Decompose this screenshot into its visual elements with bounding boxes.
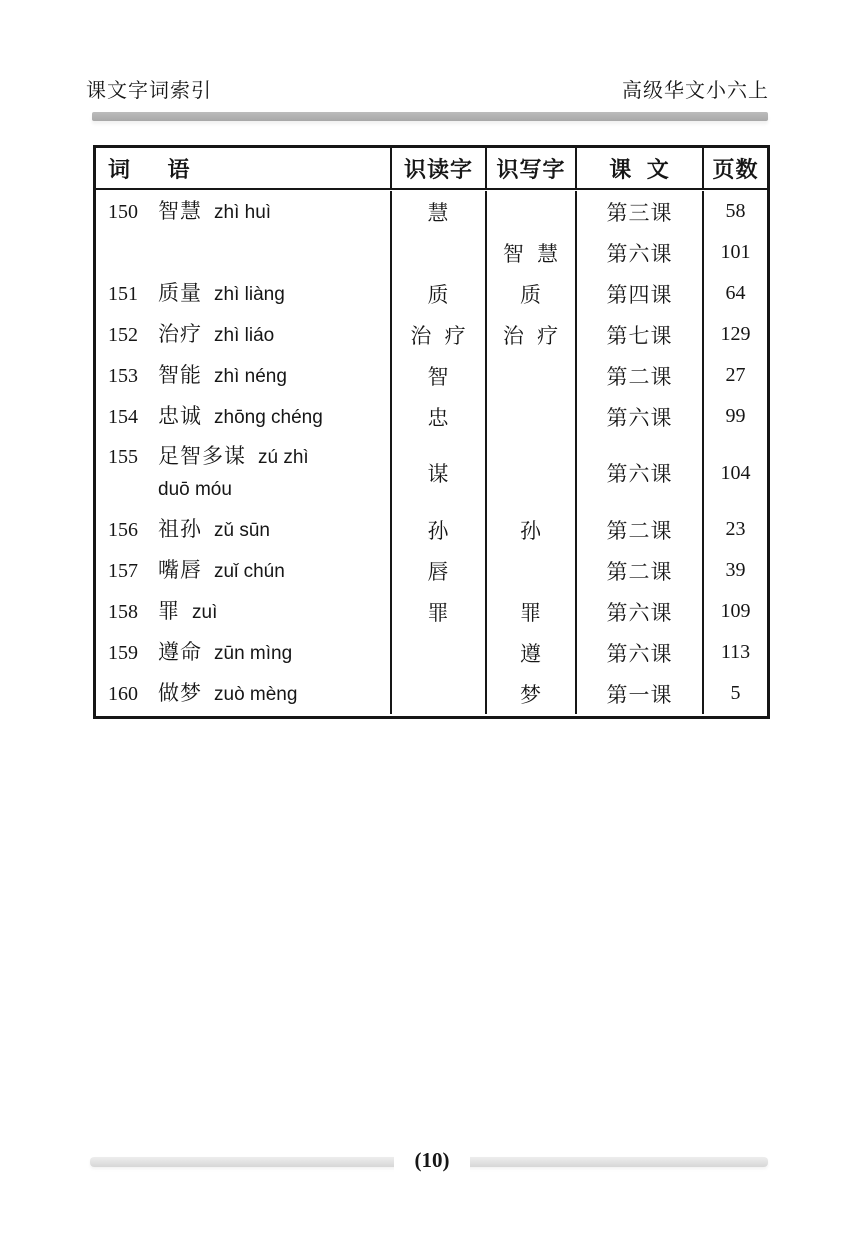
recognition-char-cell: 质 [392, 273, 487, 314]
table-header-row [96, 148, 767, 190]
word-cell [96, 396, 392, 437]
word-pinyin: zūn mìng [214, 642, 293, 664]
writing-char-cell: 智 慧 [487, 232, 577, 273]
entry-number: 154 [108, 405, 138, 428]
table-row [96, 232, 767, 273]
lesson-cell: 第六课 [577, 232, 704, 273]
word-pinyin: zhì liáo [214, 324, 275, 346]
table-row [96, 509, 767, 550]
table-row [96, 550, 767, 591]
entry-number: 160 [108, 682, 138, 705]
page-number-cell: 109 [720, 600, 751, 622]
table-row [96, 314, 767, 355]
lesson-cell: 第六课 [577, 591, 704, 632]
lesson-cell: 第一课 [577, 673, 704, 714]
word-chinese: 祖孙 [158, 516, 202, 541]
writing-char-cell: 遵 [487, 632, 577, 673]
writing-char-cell: 梦 [487, 673, 577, 714]
writing-char-cell [487, 355, 577, 396]
recognition-char-cell [392, 632, 487, 673]
writing-char-cell [487, 191, 577, 232]
recognition-char-cell: 孙 [392, 509, 487, 550]
word-cell [96, 550, 392, 591]
word-pinyin: zú zhì [258, 447, 309, 468]
entry-number: 150 [108, 200, 138, 223]
word-chinese: 智能 [158, 362, 202, 387]
page-number-cell: 129 [720, 323, 751, 345]
page-number-cell: 113 [720, 641, 751, 663]
writing-char-cell: 治 疗 [487, 314, 577, 355]
column-header-recognition: 识读字 [392, 148, 487, 188]
word-pinyin: zuò mèng [214, 683, 298, 705]
word-cell [96, 673, 392, 714]
lesson-cell: 第六课 [577, 632, 704, 673]
column-header-word: 词 语 [96, 148, 392, 188]
entry-number: 156 [108, 518, 138, 541]
header-divider-bar [92, 112, 768, 121]
entry-number: 152 [108, 323, 138, 346]
word-cell [96, 632, 392, 673]
lesson-cell: 第四课 [577, 273, 704, 314]
word-cell [96, 355, 392, 396]
recognition-char-cell: 唇 [392, 550, 487, 591]
column-header-writing: 识写字 [487, 148, 577, 188]
page-number-cell: 64 [725, 282, 746, 304]
entry-number: 158 [108, 600, 138, 623]
entry-number: 159 [108, 641, 138, 664]
recognition-char-cell [392, 673, 487, 714]
word-chinese: 做梦 [158, 680, 202, 705]
writing-char-cell: 罪 [487, 591, 577, 632]
lesson-cell: 第六课 [577, 396, 704, 437]
page-number-cell: 99 [725, 405, 746, 427]
page-number-cell: 27 [725, 364, 746, 386]
entry-number: 155 [108, 446, 138, 468]
table-row [96, 396, 767, 437]
entry-number: 153 [108, 364, 138, 387]
writing-char-cell [487, 437, 577, 509]
word-pinyin: zhì huì [214, 201, 272, 223]
page-number-cell: 101 [720, 241, 751, 263]
word-chinese: 质量 [158, 280, 202, 305]
table-row [96, 673, 767, 714]
word-chinese: 治疗 [158, 321, 202, 346]
lesson-cell: 第三课 [577, 191, 704, 232]
table-row [96, 632, 767, 673]
running-header-left: 课文字词索引 [86, 80, 212, 102]
lesson-cell: 第二课 [577, 550, 704, 591]
word-chinese: 嘴唇 [158, 557, 202, 582]
writing-char-cell: 质 [487, 273, 577, 314]
lesson-cell: 第二课 [577, 509, 704, 550]
word-pinyin: zhì liàng [214, 283, 285, 305]
word-pinyin: zuǐ chún [214, 560, 285, 582]
recognition-char-cell: 治 疗 [392, 314, 487, 355]
recognition-char-cell: 罪 [392, 591, 487, 632]
word-pinyin: zhōng chéng [214, 406, 323, 428]
page-number-cell: 58 [725, 200, 746, 222]
footer-page-number: (10) [394, 1146, 470, 1174]
running-header-right: 高级华文小六上 [622, 80, 769, 102]
table-row [96, 591, 767, 632]
word-chinese: 忠诚 [158, 403, 202, 428]
recognition-char-cell: 慧 [392, 191, 487, 232]
word-chinese: 遵命 [158, 639, 202, 664]
word-chinese: 智慧 [158, 198, 202, 223]
word-cell [96, 314, 392, 355]
vocab-index-table [93, 145, 770, 719]
page-number-cell: 23 [725, 518, 746, 540]
recognition-char-cell: 智 [392, 355, 487, 396]
recognition-char-cell: 谋 [392, 437, 487, 509]
lesson-cell: 第二课 [577, 355, 704, 396]
column-header-lesson: 课 文 [577, 148, 704, 188]
entry-number: 157 [108, 559, 138, 582]
word-pinyin-line2: duō móu [158, 479, 232, 500]
table-row [96, 437, 767, 509]
recognition-char-cell [392, 232, 487, 273]
word-pinyin: zǔ sūn [214, 519, 270, 541]
word-cell [96, 273, 392, 314]
word-cell [96, 191, 392, 232]
word-cell [96, 591, 392, 632]
writing-char-cell [487, 550, 577, 591]
word-pinyin: zhì néng [214, 365, 287, 387]
table-body [96, 190, 767, 716]
word-chinese: 足智多谋 [158, 444, 246, 468]
table-row [96, 191, 767, 232]
table-row [96, 273, 767, 314]
writing-char-cell [487, 396, 577, 437]
entry-number: 151 [108, 282, 138, 305]
word-cell [96, 437, 392, 509]
table-row [96, 355, 767, 396]
page-number-cell: 104 [720, 461, 751, 484]
column-header-page: 页数 [712, 156, 759, 182]
word-chinese: 罪 [158, 598, 180, 623]
word-pinyin: zuì [192, 601, 218, 623]
lesson-cell: 第七课 [577, 314, 704, 355]
page-number-cell: 5 [730, 682, 741, 704]
page-number-cell: 39 [725, 559, 746, 581]
word-cell [96, 232, 392, 273]
writing-char-cell: 孙 [487, 509, 577, 550]
lesson-cell: 第六课 [577, 437, 704, 509]
word-cell [96, 509, 392, 550]
recognition-char-cell: 忠 [392, 396, 487, 437]
